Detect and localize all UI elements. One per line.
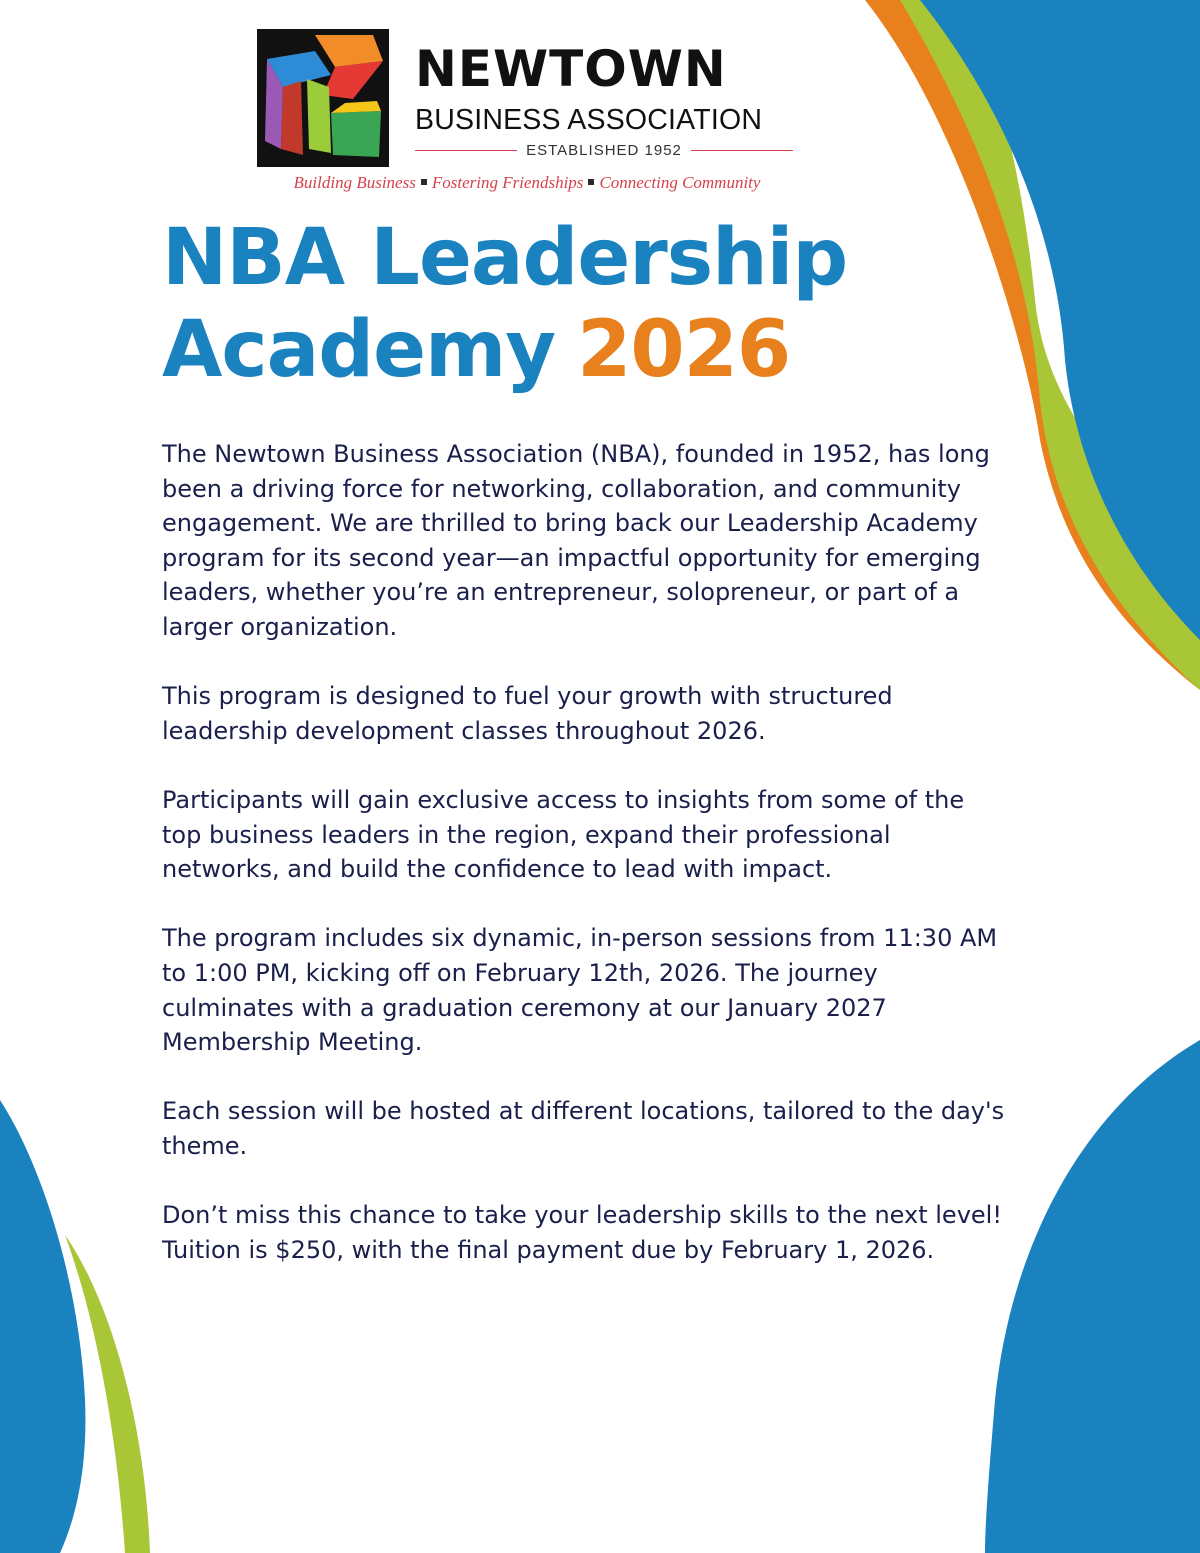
tagline-part-1: Building Business <box>293 173 416 192</box>
paragraph-locations: Each session will be hosted at different locations, tailored to the day's theme. <box>162 1097 1005 1160</box>
paragraph-tuition: Don’t miss this chance to take your leadership skills to the next level! Tuition is $250, with the final payment due by February 1, 2026. <box>162 1201 1002 1264</box>
tagline-part-3: Connecting Community <box>599 173 761 192</box>
org-subtitle: BUSINESS ASSOCIATION <box>415 104 763 136</box>
paragraph-intro: The Newtown Business Association (NBA), founded in 1952, has long been a driving force for networking, collaboration, and community engagement. We are thrilled to bring back our Leadership Academy program for its second year—an impactful opportunity for emerging leaders, whether you’re an entrepreneur, solopreneur, or part of a larger organization. <box>162 440 990 641</box>
body-text <box>162 437 1007 1302</box>
established-text: ESTABLISHED 1952 <box>526 141 682 159</box>
nba-logo <box>257 29 797 199</box>
blue-swoosh-bottom-right <box>985 1040 1200 1553</box>
page-title <box>162 212 847 396</box>
nba-logo-mark-icon <box>257 29 389 167</box>
title-year: 2026 <box>577 305 791 395</box>
paragraph-program: This program is designed to fuel your growth with structured leadership development classes throughout 2026. <box>162 682 893 745</box>
title-line-1: NBA Leadership <box>162 213 848 303</box>
tagline <box>257 173 797 193</box>
divider-line-right <box>691 150 793 151</box>
org-name: NEWTOWN <box>415 40 727 98</box>
divider-line-left <box>415 150 517 151</box>
paragraph-participants: Participants will gain exclusive access to insights from some of the top business leaders in the region, expand their professional networks, and build the confidence to lead with impact. <box>162 785 965 884</box>
title-line-2: Academy <box>162 305 556 395</box>
established-row <box>415 139 793 161</box>
tagline-part-2: Fostering Friendships <box>431 173 584 192</box>
paragraph-schedule: The program includes six dynamic, in-person sessions from 11:30 AM to 1:00 PM, kicking off on February 12th, 2026. The journey culminates with a graduation ceremony at our January 2027 Membership Meeting. <box>162 924 998 1057</box>
blue-swoosh-bottom-left <box>0 1100 85 1553</box>
square-bullet-icon <box>421 179 427 185</box>
square-bullet-icon <box>588 179 594 185</box>
